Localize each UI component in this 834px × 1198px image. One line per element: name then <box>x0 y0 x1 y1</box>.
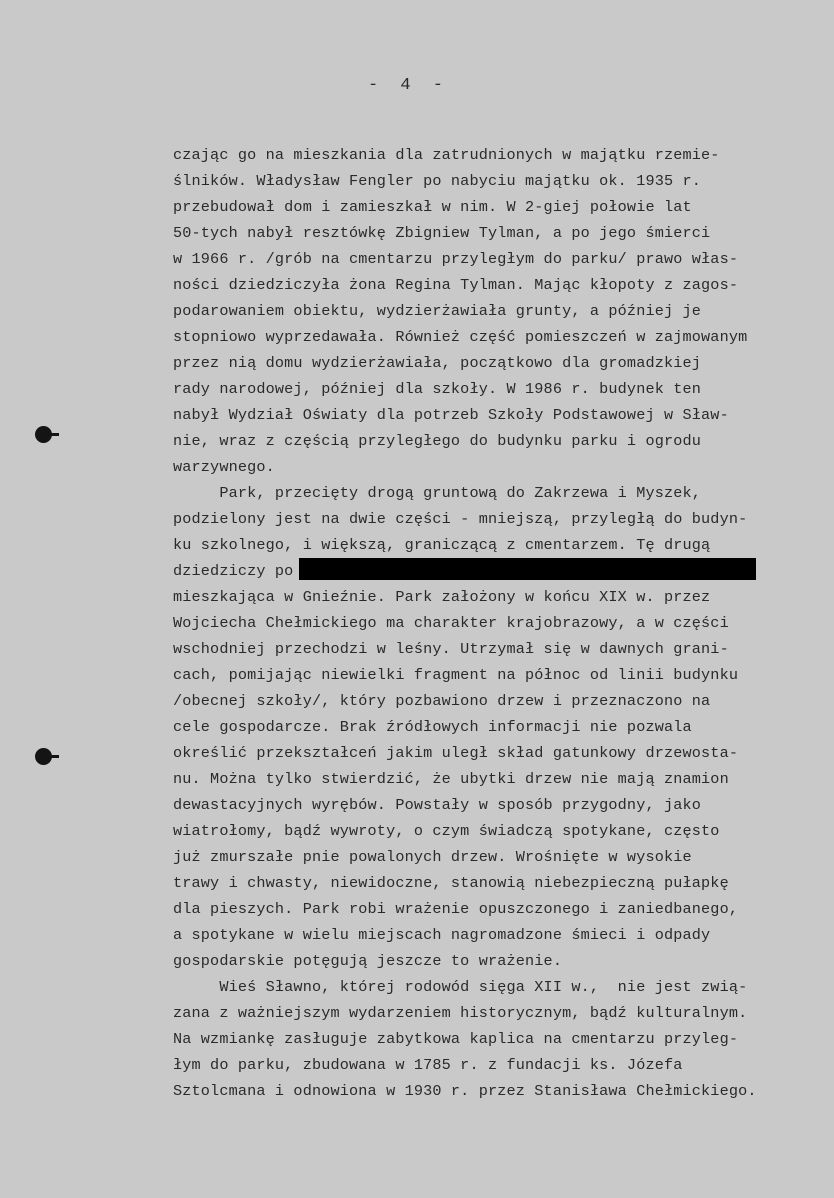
page-number: - 4 - <box>368 76 450 95</box>
punch-hole <box>35 748 52 765</box>
text-line: Wojciecha Chełmickiego ma charakter krajobrazowy, a w części <box>173 614 729 632</box>
text-line: Sztolcmana i odnowiona w 1930 r. przez Stanisława Chełmickiego. <box>173 1082 757 1100</box>
text-line: łym do parku, zbudowana w 1785 r. z fundacji ks. Józefa <box>173 1056 683 1074</box>
text-line: podzielony jest na dwie części - mniejszą, przyległą do budyn- <box>173 510 748 528</box>
text-line: ności dziedziczyła żona Regina Tylman. Mając kłopoty z zagos- <box>173 276 739 294</box>
text-line: Wieś Sławno, której rodowód sięga XII w., nie jest zwią- <box>173 978 748 996</box>
text-line: dla pieszych. Park robi wrażenie opuszczonego i zaniedbanego, <box>173 900 739 918</box>
text-line: nabył Wydział Oświaty dla potrzeb Szkoły Podstawowej w Sław- <box>173 406 729 424</box>
redaction-bar <box>299 558 756 580</box>
punch-hole <box>35 426 52 443</box>
text-line: podarowaniem obiektu, wydzierżawiała grunty, a później je <box>173 302 702 320</box>
text-line-prefix: dziedziczy po <box>173 562 294 580</box>
text-line: Park, przecięty drogą gruntową do Zakrzewa i Myszek, <box>173 484 702 502</box>
text-line: nu. Można tylko stwierdzić, że ubytki drzew nie mają znamion <box>173 770 729 788</box>
text-line: już zmurszałe pnie powalonych drzew. Wrośnięte w wysokie <box>173 848 692 866</box>
text-line: stopniowo wyprzedawała. Również część pomieszczeń w zajmowanym <box>173 328 748 346</box>
text-line: cele gospodarcze. Brak źródłowych informacji nie pozwala <box>173 718 692 736</box>
text-line: wschodniej przechodzi w leśny. Utrzymał się w dawnych grani- <box>173 640 729 658</box>
text-line: w 1966 r. /grób na cmentarzu przyległym do parku/ prawo włas- <box>173 250 739 268</box>
body-text <box>173 142 833 1104</box>
text-line: określić przekształceń jakim uległ skład gatunkowy drzewosta- <box>173 744 739 762</box>
text-line: wiatrołomy, bądź wywroty, o czym świadczą spotykane, często <box>173 822 720 840</box>
text-line: a spotykane w wielu miejscach nagromadzone śmieci i odpady <box>173 926 711 944</box>
text-line: nie, wraz z częścią przyległego do budynku parku i ogrodu <box>173 432 702 450</box>
text-line: ku szkolnego, i większą, graniczącą z cmentarzem. Tę drugą <box>173 536 711 554</box>
text-line: czając go na mieszkania dla zatrudnionych w majątku rzemie- <box>173 146 720 164</box>
text-line: przebudował dom i zamieszkał w nim. W 2-giej połowie lat <box>173 198 692 216</box>
text-line-redacted <box>173 558 833 584</box>
text-line: Na wzmiankę zasługuje zabytkowa kaplica na cmentarzu przyleg- <box>173 1030 739 1048</box>
text-line: dewastacyjnych wyrębów. Powstały w sposób przygodny, jako <box>173 796 702 814</box>
text-line: /obecnej szkoły/, który pozbawiono drzew i przeznaczono na <box>173 692 711 710</box>
text-line: 50-tych nabył resztówkę Zbigniew Tylman, a po jego śmierci <box>173 224 711 242</box>
text-line: mieszkająca w Gnieźnie. Park założony w końcu XIX w. przez <box>173 588 711 606</box>
text-line: rady narodowej, później dla szkoły. W 1986 r. budynek ten <box>173 380 702 398</box>
text-line: przez nią domu wydzierżawiała, początkowo dla gromadzkiej <box>173 354 702 372</box>
text-line: cach, pomijając niewielki fragment na północ od linii budynku <box>173 666 739 684</box>
text-line: trawy i chwasty, niewidoczne, stanowią niebezpieczną pułapkę <box>173 874 729 892</box>
text-line: zana z ważniejszym wydarzeniem historycznym, bądź kulturalnym. <box>173 1004 748 1022</box>
text-line: warzywnego. <box>173 458 275 476</box>
text-line: ślników. Władysław Fengler po nabyciu majątku ok. 1935 r. <box>173 172 702 190</box>
text-line: gospodarskie potęgują jeszcze to wrażenie. <box>173 952 563 970</box>
